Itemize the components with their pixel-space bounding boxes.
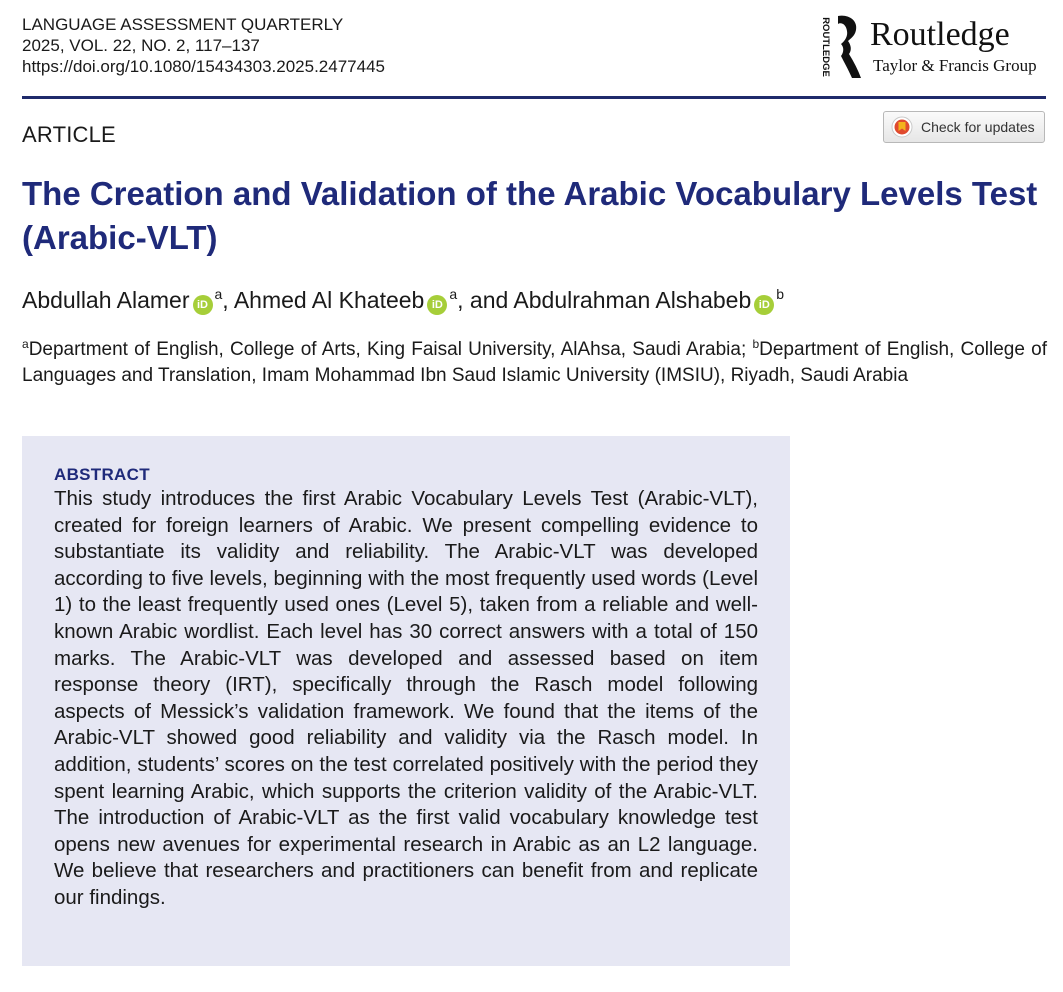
affiliation-text: Department of English, College of Languages and Translation, Imam Mohammad Ibn Saud Islamic University (IMSIU), Riyadh, Saudi Arabia — [22, 339, 1047, 386]
doi-link[interactable]: https://doi.org/10.1080/15434303.2025.2477445 — [22, 57, 385, 76]
orcid-icon[interactable]: iD — [193, 295, 213, 315]
article-type: ARTICLE — [22, 122, 116, 147]
author-list — [22, 280, 784, 315]
author-separator: , — [222, 287, 234, 313]
logo-text: ROUTLEDGE — [820, 17, 831, 77]
author-affiliation-marker: a — [214, 286, 223, 302]
orcid-icon[interactable]: iD — [754, 295, 774, 315]
author-separator: , and — [457, 287, 514, 313]
header-divider — [22, 96, 1046, 99]
affiliation-marker: b — [752, 337, 760, 351]
author-name[interactable]: Ahmed Al Khateeb — [233, 287, 425, 313]
affiliation-text: Department of English, College of Arts, King Faisal University, AlAhsa, Saudi Arabia; — [28, 339, 753, 360]
author-name[interactable]: Abdulrahman Alshabeb — [513, 287, 752, 313]
publisher-block — [814, 14, 1054, 82]
routledge-logo-icon — [814, 14, 862, 80]
publisher-group: Taylor & Francis Group — [873, 56, 1037, 75]
abstract-text: This study introduces the first Arabic Vocabulary Levels Test (Arabic-VLT), created for foreign learners of Arabic. We present compelling evidence to substantiate its validity and reliability. The Arabic-VLT was developed according to five levels, beginning with the most frequently used words (Level 1) to the least frequently used ones (Level 5), taken from a reliable and well-known Arabic wordlist. Each level has 30 correct answers with a total of 150 marks. The Arabic-VLT was developed and assessed based on item response theory (IRT), specifically through the Rasch model following aspects of Messick’s validation framework. We found that the items of the Arabic-VLT showed good reliability and validity via the Rasch model. In addition, students’ scores on the test correlated positively with the period they spent learning Arabic, which supports the criterion validity of the Arabic-VLT. The introduction of Arabic-VLT as the first valid vocabulary knowledge test opens new avenues for experimental research in Arabic as an L2 language. We believe that researchers and practitioners can benefit from and replicate our findings. — [54, 487, 758, 909]
journal-issue: 2025, VOL. 22, NO. 2, 117–137 — [22, 36, 260, 55]
check-for-updates-button[interactable] — [883, 111, 1045, 143]
journal-name: LANGUAGE ASSESSMENT QUARTERLY — [22, 15, 344, 34]
author-name[interactable]: Abdullah Alamer — [22, 287, 190, 313]
affiliations — [22, 331, 1047, 389]
abstract-box — [22, 436, 790, 966]
author-affiliation-marker: b — [776, 286, 785, 302]
affiliation-marker: a — [22, 337, 29, 351]
abstract-heading: ABSTRACT — [54, 465, 150, 484]
publisher-name: Routledge — [870, 16, 1010, 53]
journal-meta — [22, 14, 385, 77]
article-title: The Creation and Validation of the Arabic Vocabulary Levels Test (Arabic-VLT) — [22, 175, 1038, 256]
orcid-icon[interactable]: iD — [427, 295, 447, 315]
crossmark-icon — [891, 116, 913, 138]
author-affiliation-marker: a — [449, 286, 458, 302]
check-for-updates-label: Check for updates — [921, 119, 1035, 135]
